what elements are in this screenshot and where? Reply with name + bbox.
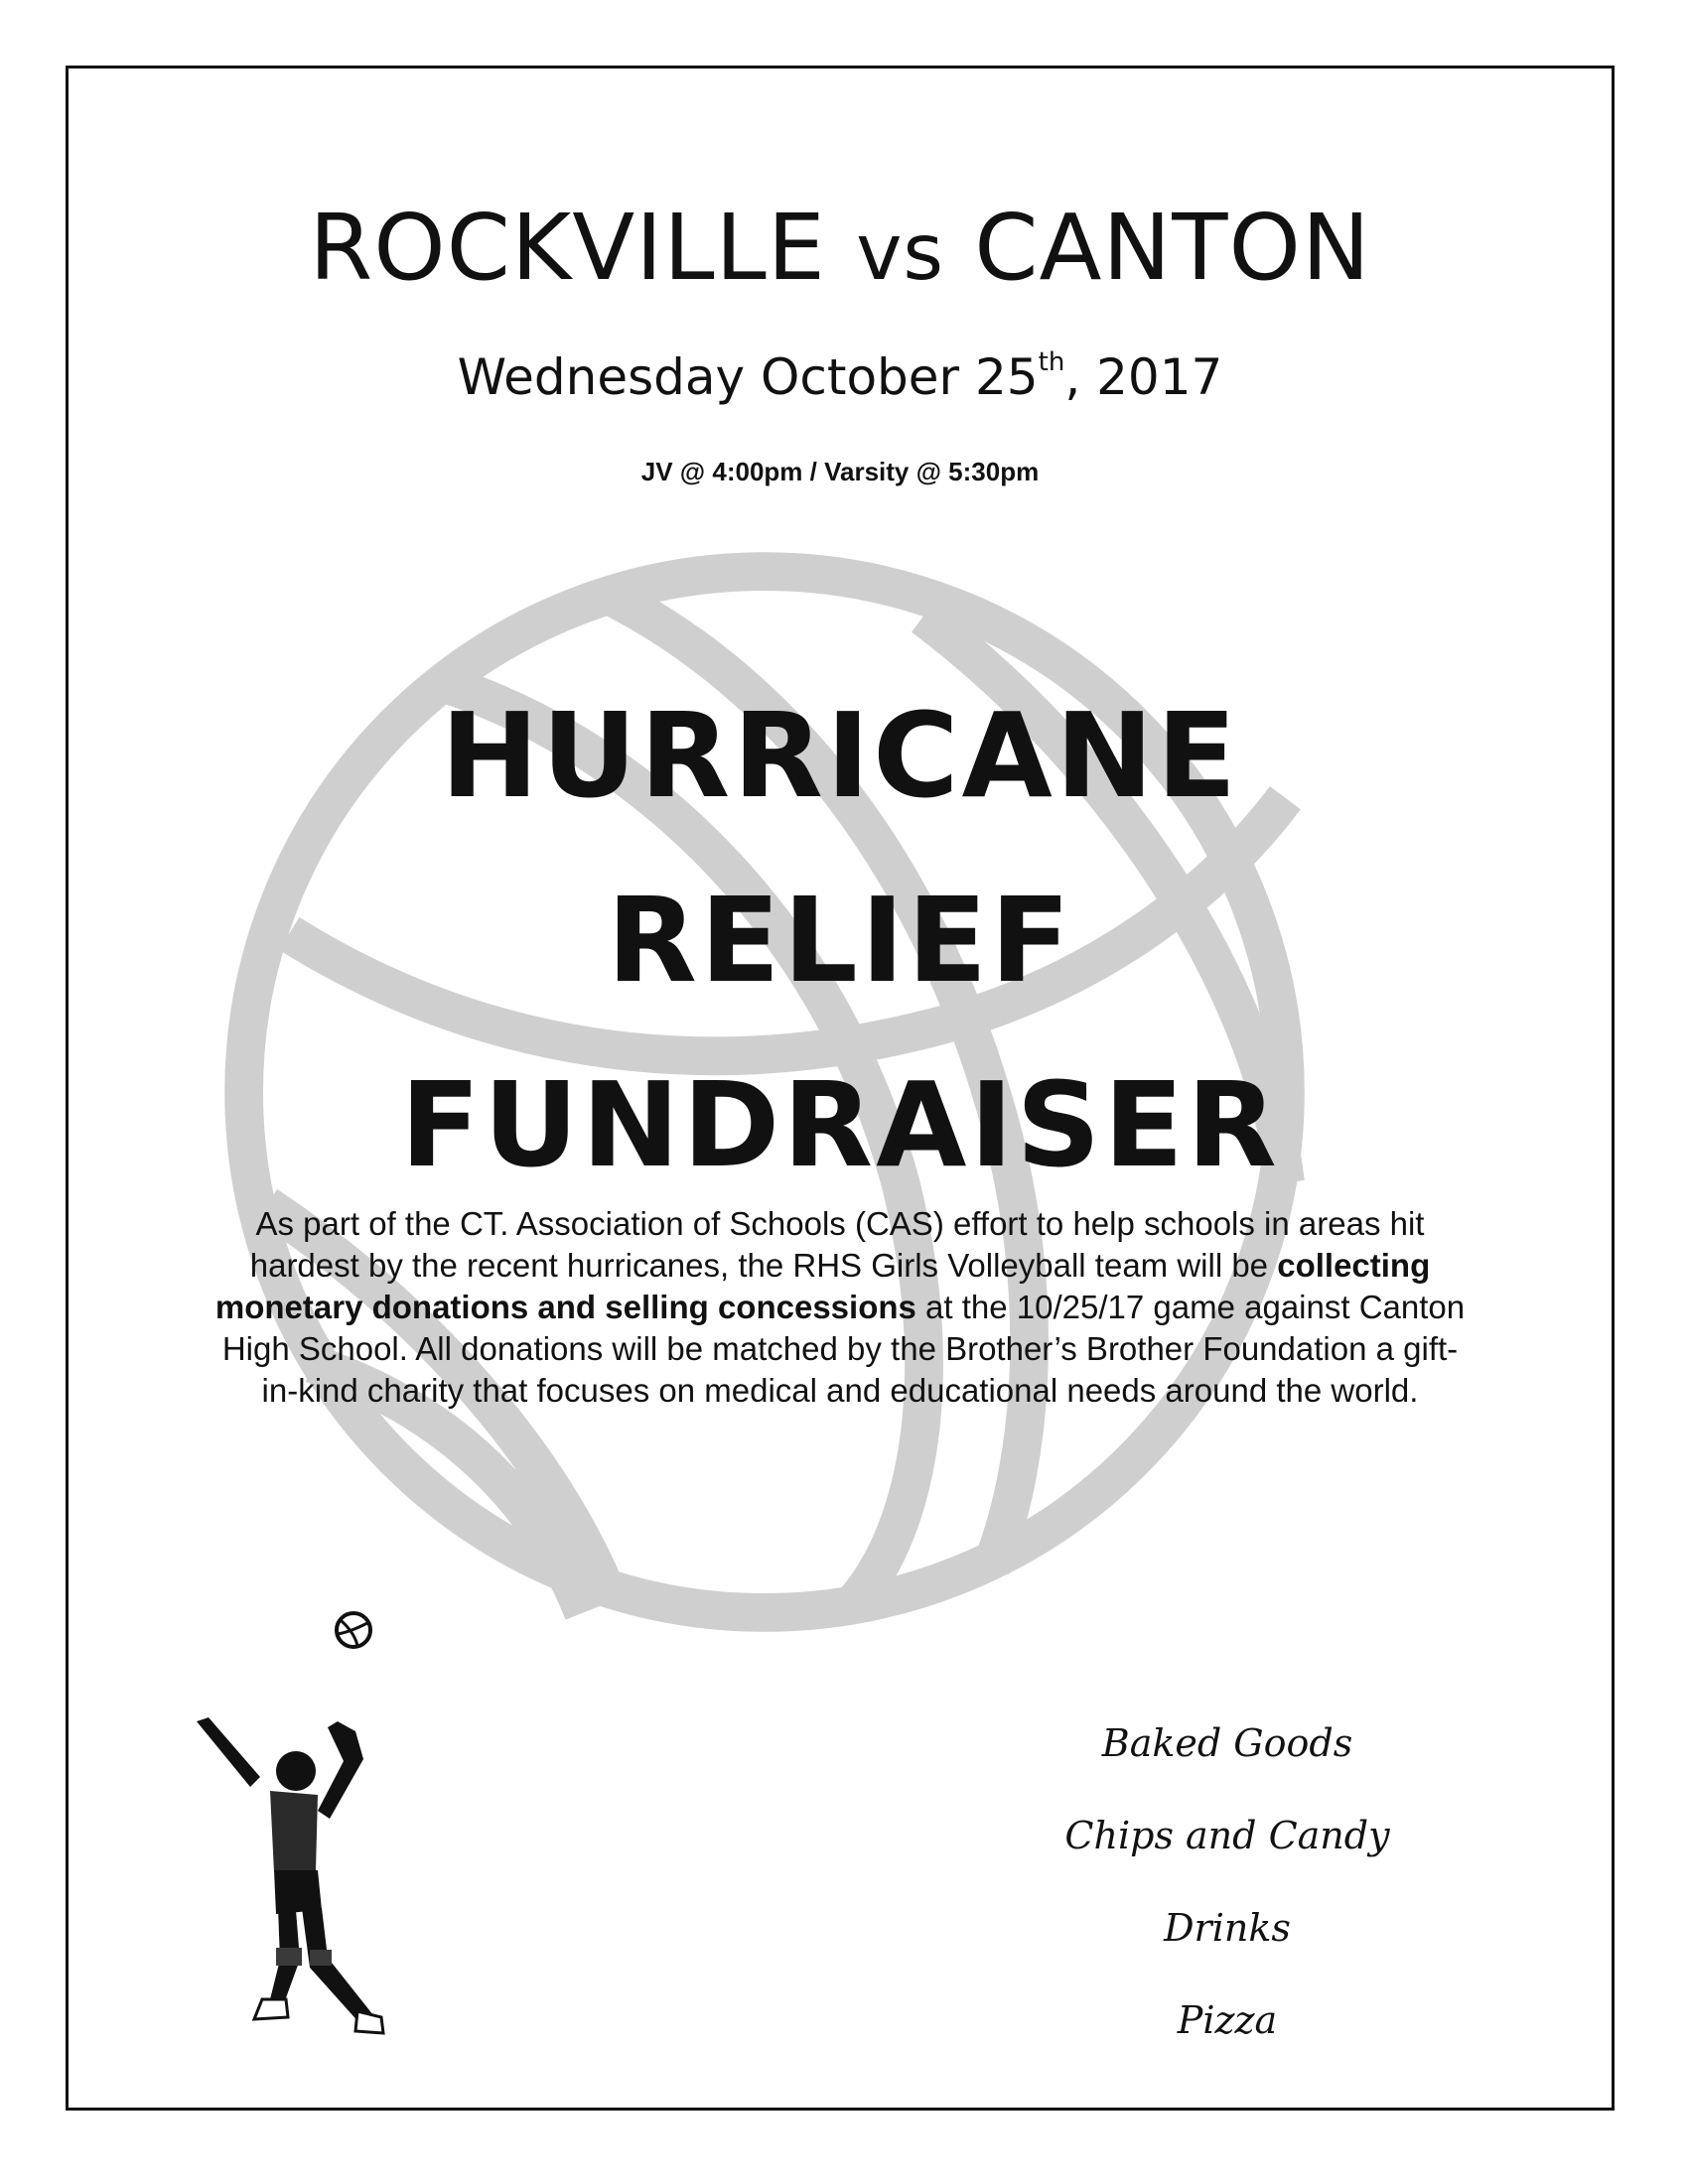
fundraiser-headline bbox=[66, 663, 1615, 1217]
headline-line-2: RELIEF bbox=[607, 872, 1073, 1009]
date-year: , 2017 bbox=[1064, 348, 1223, 406]
volleyball-player-silhouette-icon bbox=[179, 1610, 407, 2047]
concession-item: Drinks bbox=[1164, 1906, 1291, 1950]
headline-line-3: FUNDRAISER bbox=[400, 1056, 1280, 1193]
headline-line-1: HURRICANE bbox=[440, 687, 1240, 824]
concession-item: Baked Goods bbox=[1101, 1721, 1353, 1765]
away-team: CANTON bbox=[974, 195, 1371, 301]
description-part-2: at the 10/25/17 game against Canton High School. All donations will be matched by the Brother’s Brother Foundation a gift-in-kind charity that focuses on medical and educational needs around the world. bbox=[221, 1289, 1466, 1409]
date-main: Wednesday October 25 bbox=[457, 348, 1039, 406]
versus-label: vs bbox=[856, 208, 944, 298]
volleyball-ball-icon bbox=[337, 1613, 370, 1647]
description-part-1: As part of the CT. Association of Schools (CAS) effort to help schools in areas hit hardest by the recent hurricanes, the RHS Girls Volleyball team will be bbox=[249, 1205, 1425, 1284]
matchup-title bbox=[66, 195, 1615, 301]
event-date bbox=[66, 347, 1615, 406]
concession-item: Chips and Candy bbox=[1064, 1814, 1390, 1857]
fundraiser-description bbox=[214, 1203, 1466, 1412]
home-team: ROCKVILLE bbox=[309, 195, 826, 301]
concession-item: Pizza bbox=[1177, 1998, 1278, 2042]
concessions-list bbox=[1029, 1698, 1426, 2067]
description-emphasis: collecting monetary donations and selling concessions bbox=[214, 1247, 1431, 1325]
date-ordinal: th bbox=[1038, 347, 1065, 377]
game-times: JV @ 4:00pm / Varsity @ 5:30pm bbox=[640, 457, 1040, 486]
